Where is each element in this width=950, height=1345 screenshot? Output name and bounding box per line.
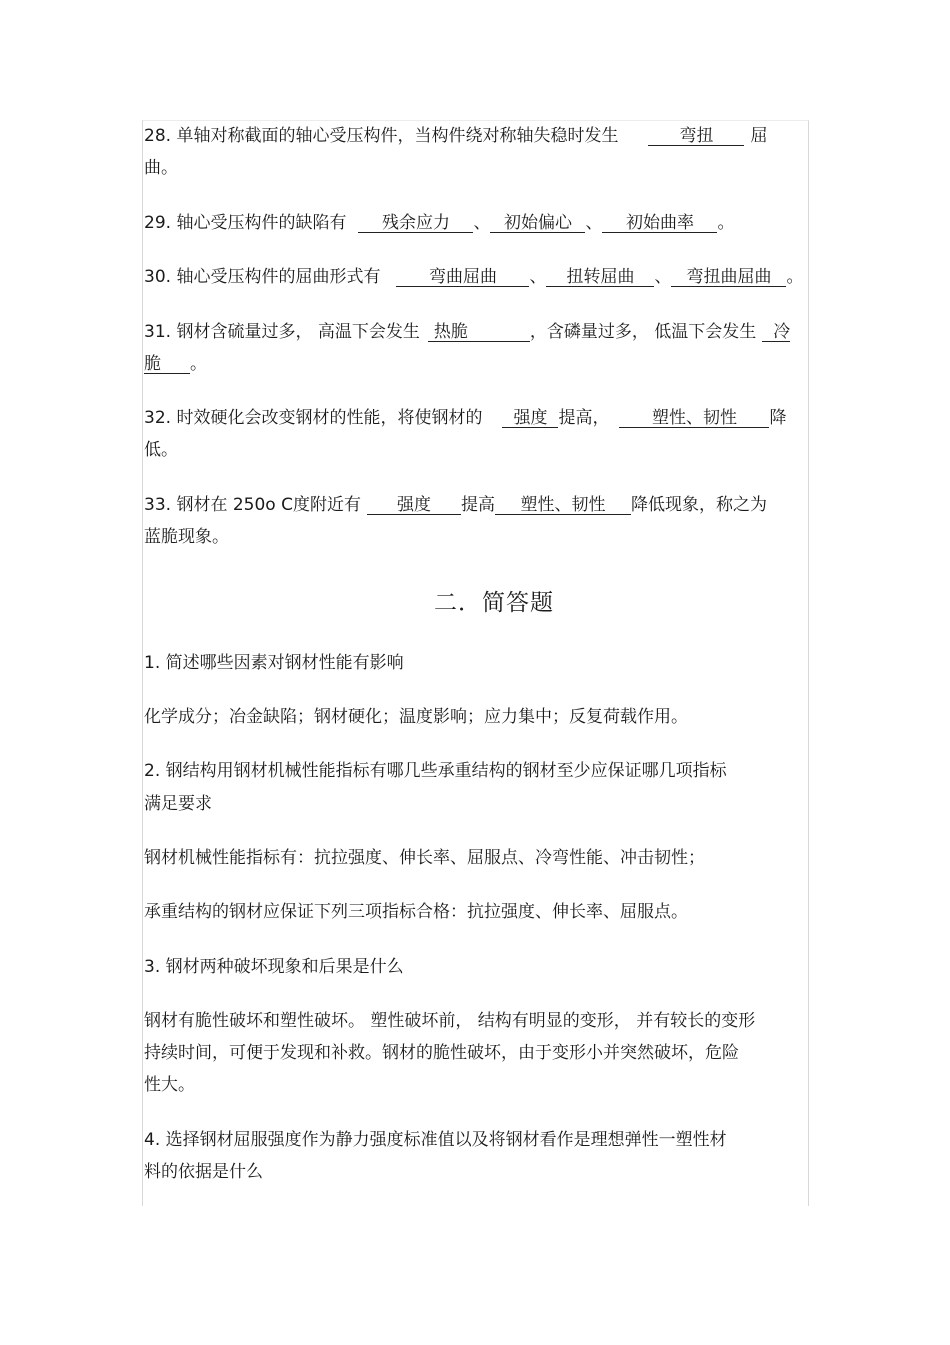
q31-text: 31. 钢材含硫量过多， 高温下会发生 bbox=[144, 322, 420, 342]
sa-answer-2-line-1: 钢材机械性能指标有：抗拉强度、伸长率、屈服点、冷弯性能、冲击韧性； bbox=[144, 848, 705, 868]
question-29 bbox=[144, 213, 734, 233]
question-28 bbox=[144, 126, 767, 146]
sa-answer-1: 化学成分；冶金缺陷；钢材硬化；温度影响；应力集中；反复荷载作用。 bbox=[144, 707, 688, 727]
q30-sep-1: 、 bbox=[529, 267, 547, 287]
q31-blank-1: 热脆 bbox=[428, 323, 530, 342]
q31-blank-2b: 脆 bbox=[144, 355, 190, 374]
q31-end: 。 bbox=[190, 354, 207, 374]
q31-blank-2a: 冷 bbox=[762, 323, 790, 342]
q29-sep-2: 、 bbox=[585, 213, 603, 233]
question-30 bbox=[144, 267, 803, 287]
q29-blank-3: 初始曲率 bbox=[602, 214, 717, 233]
q30-end: 。 bbox=[786, 267, 804, 287]
q31-text-b: ，含磷量过多， 低温下会发生 bbox=[529, 322, 757, 342]
q28-text-c: 曲。 bbox=[144, 158, 178, 178]
q30-text: 30. 轴心受压构件的屈曲形式有 bbox=[144, 267, 381, 287]
question-31 bbox=[144, 322, 790, 342]
q29-blank-1: 残余应力 bbox=[358, 214, 473, 233]
q28-blank: 弯扭 bbox=[648, 127, 744, 146]
sa-answer-2-line-2: 承重结构的钢材应保证下列三项指标合格：抗拉强度、伸长率、屈服点。 bbox=[144, 902, 688, 922]
q32-text-b: 提高， bbox=[558, 408, 610, 428]
question-32 bbox=[144, 408, 786, 428]
q32-blank-2: 塑性、韧性 bbox=[619, 409, 769, 428]
q29-sep-1: 、 bbox=[473, 213, 491, 233]
q30-blank-2: 扭转屈曲 bbox=[546, 268, 654, 287]
sa-answer-3-line-3: 性大。 bbox=[144, 1075, 195, 1095]
question-28-cont bbox=[144, 158, 178, 178]
q28-text-b: 屈 bbox=[750, 126, 768, 146]
question-33-cont bbox=[144, 527, 229, 547]
q33-text-b: 提高 bbox=[460, 495, 495, 515]
sa-question-2-line-2: 满足要求 bbox=[144, 794, 212, 814]
sa-question-4-line-1: 4. 选择钢材屈服强度作为静力强度标准值以及将钢材看作是理想弹性一塑性材 bbox=[144, 1130, 727, 1150]
q29-text: 29. 轴心受压构件的缺陷有 bbox=[144, 213, 347, 233]
sa-question-4-line-2: 料的依据是什么 bbox=[144, 1162, 263, 1182]
q29-end: 。 bbox=[717, 213, 735, 233]
question-33 bbox=[144, 495, 767, 515]
q30-blank-3: 弯扭曲屈曲 bbox=[671, 268, 786, 287]
section-title: 二．简答题 bbox=[434, 590, 554, 616]
q33-blank-2: 塑性、韧性 bbox=[495, 496, 631, 515]
q32-text-d: 低。 bbox=[144, 440, 178, 460]
sa-answer-3-line-2: 持续时间，可便于发现和补救。钢材的脆性破坏，由于变形小并突然破坏，危险 bbox=[144, 1043, 739, 1063]
sa-question-1: 1. 简述哪些因素对钢材性能有影响 bbox=[144, 653, 404, 673]
sa-answer-3-line-1: 钢材有脆性破坏和塑性破坏。 塑性破坏前， 结构有明显的变形， 并有较长的变形 bbox=[144, 1011, 756, 1031]
sa-question-2-line-1: 2. 钢结构用钢材机械性能指标有哪几些承重结构的钢材至少应保证哪几项指标 bbox=[144, 761, 727, 781]
q32-text: 32. 时效硬化会改变钢材的性能，将使钢材的 bbox=[144, 408, 483, 428]
q28-text: 28. 单轴对称截面的轴心受压构件，当构件绕对称轴失稳时发生 bbox=[144, 126, 619, 146]
q33-text: 33. 钢材在 250o C度附近有 bbox=[144, 495, 361, 515]
sa-question-3: 3. 钢材两种破坏现象和后果是什么 bbox=[144, 957, 404, 977]
q33-blank-1: 强度 bbox=[367, 496, 461, 515]
q33-text-d: 蓝脆现象。 bbox=[144, 527, 229, 547]
q30-sep-2: 、 bbox=[654, 267, 672, 287]
q32-text-c: 降 bbox=[769, 408, 787, 428]
question-32-cont bbox=[144, 440, 178, 460]
q30-blank-1: 弯曲屈曲 bbox=[396, 268, 529, 287]
q33-text-c: 降低现象，称之为 bbox=[630, 495, 767, 515]
q29-blank-2: 初始偏心 bbox=[490, 214, 585, 233]
question-31-cont bbox=[144, 354, 207, 374]
q32-blank-1: 强度 bbox=[502, 409, 558, 428]
